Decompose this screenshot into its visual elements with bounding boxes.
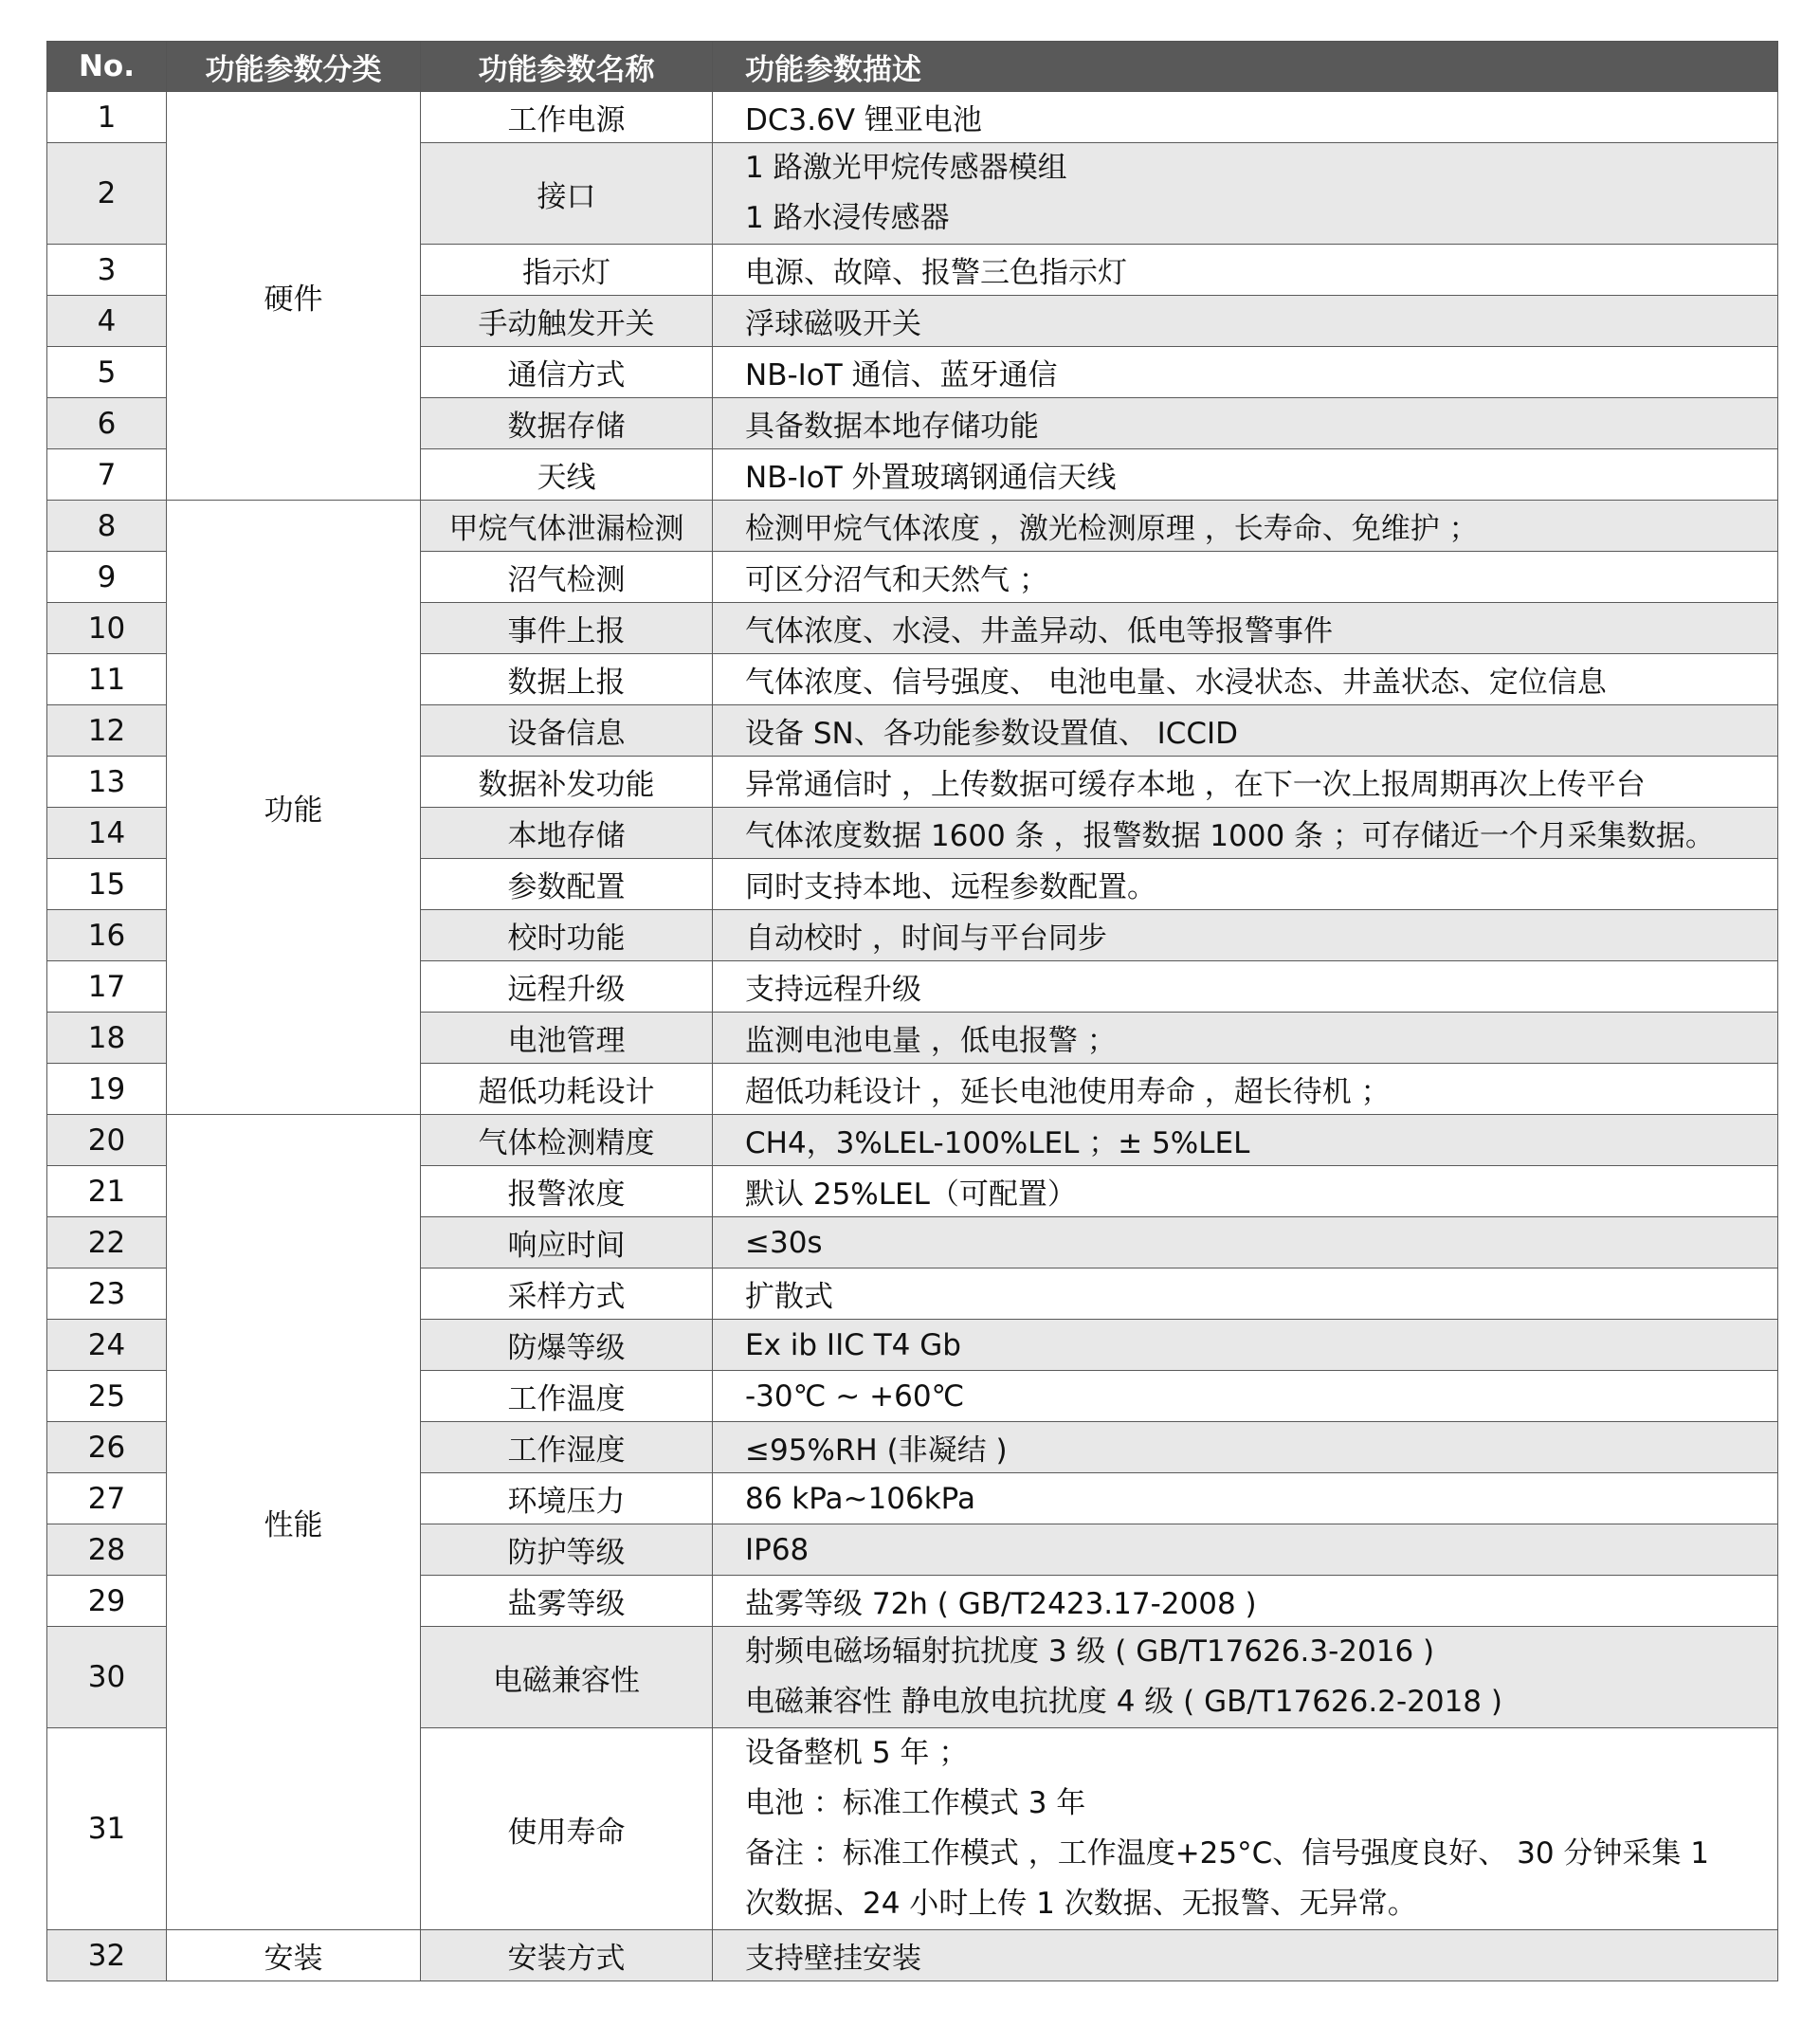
row-number: 11: [47, 654, 167, 705]
param-description: 盐雾等级 72h ( GB/T2423.17-2008 ): [713, 1576, 1778, 1627]
table-body: [47, 92, 1778, 1981]
row-number: 1: [47, 92, 167, 143]
param-description: CH4，3%LEL-100%LEL ；± 5%LEL: [713, 1115, 1778, 1166]
param-name: 数据上报: [421, 654, 713, 705]
param-name: 参数配置: [421, 859, 713, 910]
row-number: 22: [47, 1217, 167, 1269]
row-number: 17: [47, 961, 167, 1013]
row-number: 7: [47, 449, 167, 501]
header-no: No.: [47, 42, 167, 92]
param-description: 支持远程升级: [713, 961, 1778, 1013]
param-description: 电源、故障、报警三色指示灯: [713, 245, 1778, 296]
param-name: 数据补发功能: [421, 757, 713, 808]
table-row: [47, 501, 1778, 552]
param-description: 异常通信时 ，上传数据可缓存本地 ，在下一次上报周期再次上传平台: [713, 757, 1778, 808]
param-description: 设备 SN、各功能参数设置值、 ICCID: [713, 705, 1778, 757]
param-name: 采样方式: [421, 1269, 713, 1320]
param-description: 气体浓度、信号强度、 电池电量、水浸状态、井盖状态、定位信息: [713, 654, 1778, 705]
description-line: 电磁兼容性 静电放电抗扰度 4 级 ( GB/T17626.2-2018 ): [745, 1685, 1502, 1719]
param-description: 自动校时 ，时间与平台同步: [713, 910, 1778, 961]
param-description: NB-IoT 外置玻璃钢通信天线: [713, 449, 1778, 501]
param-description: 扩散式: [713, 1269, 1778, 1320]
row-number: 10: [47, 603, 167, 654]
row-number: 29: [47, 1576, 167, 1627]
param-name: 远程升级: [421, 961, 713, 1013]
category-cell-hardware: 硬件: [167, 92, 421, 501]
param-description: 气体浓度数据 1600 条 ，报警数据 1000 条 ；可存储近一个月采集数据。: [713, 808, 1778, 859]
param-name: 盐雾等级: [421, 1576, 713, 1627]
row-number: 12: [47, 705, 167, 757]
row-number: 15: [47, 859, 167, 910]
header-description: 功能参数描述: [713, 42, 1778, 92]
description-line: 1 路水浸传感器: [745, 201, 950, 235]
row-number: 16: [47, 910, 167, 961]
row-number: 21: [47, 1166, 167, 1217]
description-line: 设备整机 5 年 ；: [745, 1736, 969, 1770]
description-line: 次数据、24 小时上传 1 次数据、无报警、无异常。: [745, 1887, 1417, 1921]
row-number: 3: [47, 245, 167, 296]
param-name: 环境压力: [421, 1473, 713, 1524]
category-cell-install: 安装: [167, 1930, 421, 1981]
param-name: 接口: [421, 143, 713, 245]
param-name: 工作温度: [421, 1371, 713, 1422]
param-name: 电磁兼容性: [421, 1627, 713, 1728]
param-name: 使用寿命: [421, 1728, 713, 1930]
param-description: ≤95%RH (非凝结 ): [713, 1422, 1778, 1473]
row-number: 6: [47, 398, 167, 449]
param-name: 通信方式: [421, 347, 713, 398]
row-number: 31: [47, 1728, 167, 1930]
param-name: 数据存储: [421, 398, 713, 449]
param-name: 手动触发开关: [421, 296, 713, 347]
param-name: 本地存储: [421, 808, 713, 859]
row-number: 32: [47, 1930, 167, 1981]
row-number: 14: [47, 808, 167, 859]
param-description: -30℃ ~ +60℃: [713, 1371, 1778, 1422]
param-description: 监测电池电量 ，低电报警 ；: [713, 1013, 1778, 1064]
row-number: 28: [47, 1524, 167, 1576]
param-description: IP68: [713, 1524, 1778, 1576]
param-description: NB-IoT 通信、蓝牙通信: [713, 347, 1778, 398]
param-name: 防爆等级: [421, 1320, 713, 1371]
row-number: 8: [47, 501, 167, 552]
header-name: 功能参数名称: [421, 42, 713, 92]
param-description: [713, 1728, 1778, 1930]
param-name: 指示灯: [421, 245, 713, 296]
param-name: 工作湿度: [421, 1422, 713, 1473]
param-name: 安装方式: [421, 1930, 713, 1981]
param-name: 电池管理: [421, 1013, 713, 1064]
param-name: 气体检测精度: [421, 1115, 713, 1166]
param-description: [713, 143, 1778, 245]
param-name: 事件上报: [421, 603, 713, 654]
row-number: 2: [47, 143, 167, 245]
row-number: 13: [47, 757, 167, 808]
param-description: 浮球磁吸开关: [713, 296, 1778, 347]
row-number: 19: [47, 1064, 167, 1115]
table-row: [47, 92, 1778, 143]
param-name: 工作电源: [421, 92, 713, 143]
param-description: 检测甲烷气体浓度 ，激光检测原理 ，长寿命、免维护 ；: [713, 501, 1778, 552]
param-description: 气体浓度、水浸、井盖异动、低电等报警事件: [713, 603, 1778, 654]
param-description: [713, 1627, 1778, 1728]
description-line: 备注 ：标准工作模式 ，工作温度+25°C、信号强度良好、 30 分钟采集 1: [745, 1836, 1710, 1871]
category-cell-function: 功能: [167, 501, 421, 1115]
description-line: 1 路激光甲烷传感器模组: [745, 151, 1067, 185]
param-description: DC3.6V 锂亚电池: [713, 92, 1778, 143]
param-name: 沼气检测: [421, 552, 713, 603]
category-cell-performance: 性能: [167, 1115, 421, 1930]
row-number: 20: [47, 1115, 167, 1166]
table-row: [47, 1930, 1778, 1981]
param-description: 同时支持本地、远程参数配置。: [713, 859, 1778, 910]
param-name: 天线: [421, 449, 713, 501]
row-number: 9: [47, 552, 167, 603]
param-description: 具备数据本地存储功能: [713, 398, 1778, 449]
row-number: 4: [47, 296, 167, 347]
row-number: 25: [47, 1371, 167, 1422]
row-number: 27: [47, 1473, 167, 1524]
param-name: 报警浓度: [421, 1166, 713, 1217]
param-name: 超低功耗设计: [421, 1064, 713, 1115]
row-number: 30: [47, 1627, 167, 1728]
param-name: 响应时间: [421, 1217, 713, 1269]
param-name: 设备信息: [421, 705, 713, 757]
description-line: 电池 ：标准工作模式 3 年: [745, 1786, 1086, 1820]
spec-table: [46, 41, 1778, 1981]
description-line: 射频电磁场辐射抗扰度 3 级 ( GB/T17626.3-2016 ): [745, 1634, 1435, 1669]
param-description: Ex ib IIC T4 Gb: [713, 1320, 1778, 1371]
param-description: 86 kPa~106kPa: [713, 1473, 1778, 1524]
param-description: 支持壁挂安装: [713, 1930, 1778, 1981]
param-name: 校时功能: [421, 910, 713, 961]
table-row: [47, 1115, 1778, 1166]
header-category: 功能参数分类: [167, 42, 421, 92]
row-number: 5: [47, 347, 167, 398]
param-description: 可区分沼气和天然气 ；: [713, 552, 1778, 603]
row-number: 26: [47, 1422, 167, 1473]
table-header-row: [47, 42, 1778, 92]
param-description: 默认 25%LEL（可配置）: [713, 1166, 1778, 1217]
param-description: ≤30s: [713, 1217, 1778, 1269]
param-name: 甲烷气体泄漏检测: [421, 501, 713, 552]
param-name: 防护等级: [421, 1524, 713, 1576]
row-number: 23: [47, 1269, 167, 1320]
param-description: 超低功耗设计 ，延长电池使用寿命 ，超长待机 ；: [713, 1064, 1778, 1115]
row-number: 24: [47, 1320, 167, 1371]
row-number: 18: [47, 1013, 167, 1064]
